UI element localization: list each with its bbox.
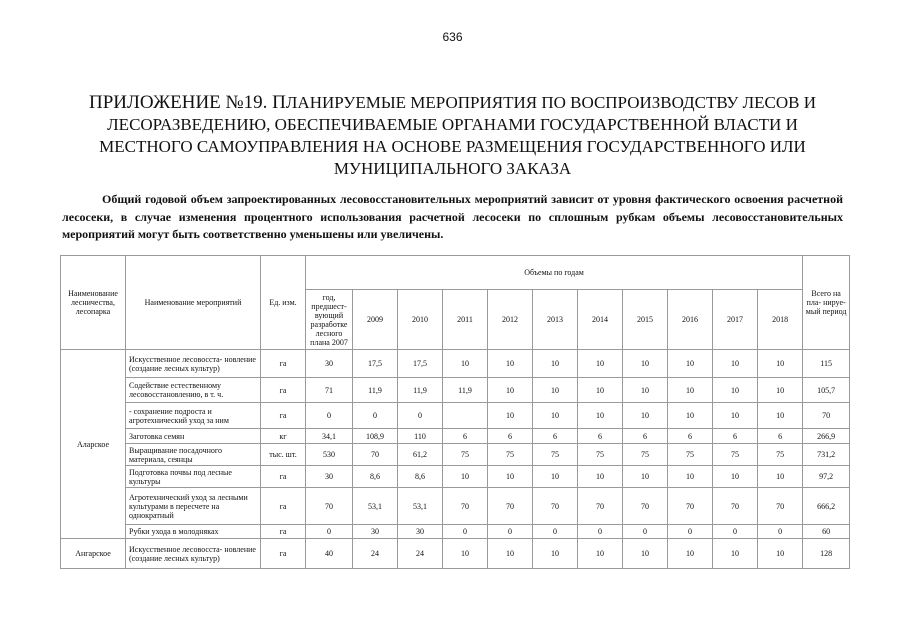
total-cell: 105,7 — [803, 378, 850, 403]
year-value-cell: 0 — [623, 525, 668, 539]
year-value-cell: 10 — [488, 403, 533, 429]
table-header — [61, 256, 850, 350]
year-value-cell: 0 — [488, 525, 533, 539]
heading-rest: ЛАНИРУЕМЫЕ МЕРОПРИЯТИЯ ПО ВОСПРОИЗВОДСТВУ ЛЕСОВ И ЛЕСОРАЗВЕДЕНИЮ, ОБЕСПЕЧИВАЕМЫЕ ОРГАНАМИ ГОСУДАРСТВЕННОЙ ВЛАСТИ И МЕСТНОГО САМОУПРАВЛЕНИЯ НА ОСНОВЕ РАЗМЕЩЕНИЯ ГОСУДАРСТВЕННОГО ИЛИ МУНИЦИПАЛЬНОГО ЗАКАЗА — [99, 93, 817, 178]
year-value-cell: 75 — [713, 444, 758, 466]
activity-name: Выращивание посадочного материала, сеянцы — [126, 444, 261, 466]
year-value-cell: 70 — [623, 488, 668, 525]
year-value-cell: 8,6 — [398, 466, 443, 488]
year-value-cell: 75 — [443, 444, 488, 466]
year-value-cell: 10 — [758, 466, 803, 488]
year-value-cell: 10 — [533, 539, 578, 569]
unit-cell: тыс. шт. — [261, 444, 306, 466]
total-cell: 128 — [803, 539, 850, 569]
year-value-cell: 10 — [668, 350, 713, 378]
year-value-cell: 30 — [306, 350, 353, 378]
year-value-cell: 0 — [398, 403, 443, 429]
activity-name: Искусственное лесовосста- новление (создание лесных культур) — [126, 539, 261, 569]
year-value-cell: 0 — [533, 525, 578, 539]
table-row — [61, 429, 850, 444]
year-value-cell: 10 — [578, 403, 623, 429]
year-value-cell: 10 — [578, 350, 623, 378]
header-year: 2018 — [758, 290, 803, 350]
year-value-cell: 6 — [488, 429, 533, 444]
table-row — [61, 488, 850, 525]
header-year: 2014 — [578, 290, 623, 350]
year-value-cell: 530 — [306, 444, 353, 466]
year-value-cell: 30 — [398, 525, 443, 539]
year-value-cell: 6 — [443, 429, 488, 444]
header-year: 2015 — [623, 290, 668, 350]
year-value-cell: 70 — [533, 488, 578, 525]
forestry-name: Ангарское — [61, 539, 126, 569]
heading-prefix: ПРИЛОЖЕНИЕ №19. П — [88, 92, 286, 113]
year-value-cell: 70 — [713, 488, 758, 525]
year-value-cell: 11,9 — [398, 378, 443, 403]
appendix-heading — [60, 92, 845, 180]
year-value-cell: 17,5 — [353, 350, 398, 378]
year-value-cell: 75 — [488, 444, 533, 466]
year-value-cell: 30 — [306, 466, 353, 488]
header-year: 2013 — [533, 290, 578, 350]
year-value-cell: 70 — [353, 444, 398, 466]
year-value-cell: 70 — [758, 488, 803, 525]
total-cell: 666,2 — [803, 488, 850, 525]
header-year: 2017 — [713, 290, 758, 350]
activity-name: Подготовка почвы под лесные культуры — [126, 466, 261, 488]
year-value-cell: 75 — [533, 444, 578, 466]
year-value-cell: 6 — [533, 429, 578, 444]
year-value-cell: 11,9 — [443, 378, 488, 403]
year-value-cell: 10 — [533, 466, 578, 488]
header-year: 2010 — [398, 290, 443, 350]
year-value-cell: 71 — [306, 378, 353, 403]
year-value-cell: 0 — [713, 525, 758, 539]
activity-name: Заготовка семян — [126, 429, 261, 444]
year-value-cell: 10 — [533, 350, 578, 378]
year-value-cell: 10 — [668, 466, 713, 488]
unit-cell: га — [261, 378, 306, 403]
year-value-cell: 70 — [443, 488, 488, 525]
reforestation-plan-table — [60, 255, 850, 569]
year-value-cell: 53,1 — [353, 488, 398, 525]
table-row — [61, 525, 850, 539]
year-value-cell: 17,5 — [398, 350, 443, 378]
table-row — [61, 466, 850, 488]
unit-cell: га — [261, 488, 306, 525]
header-volumes-by-year: Объемы по годам — [306, 256, 803, 290]
year-value-cell: 6 — [758, 429, 803, 444]
year-value-cell: 61,2 — [398, 444, 443, 466]
year-value-cell: 10 — [758, 539, 803, 569]
year-value-cell: 10 — [713, 403, 758, 429]
year-value-cell: 70 — [488, 488, 533, 525]
total-cell: 266,9 — [803, 429, 850, 444]
activity-name: Искусственное лесовосста- новление (создание лесных культур) — [126, 350, 261, 378]
activity-name: Содействие естественному лесовосстановлению, в т. ч. — [126, 378, 261, 403]
year-value-cell: 0 — [578, 525, 623, 539]
year-value-cell: 10 — [623, 466, 668, 488]
header-year: 2009 — [353, 290, 398, 350]
year-value-cell: 10 — [443, 539, 488, 569]
header-total: Всего на пла- нируе- мый период — [803, 256, 850, 350]
unit-cell: га — [261, 350, 306, 378]
year-value-cell: 24 — [398, 539, 443, 569]
total-cell: 70 — [803, 403, 850, 429]
year-value-cell: 70 — [578, 488, 623, 525]
table-body — [61, 350, 850, 569]
year-value-cell: 75 — [668, 444, 713, 466]
year-value-cell: 0 — [306, 403, 353, 429]
unit-cell: га — [261, 525, 306, 539]
year-value-cell: 75 — [578, 444, 623, 466]
year-value-cell: 10 — [623, 378, 668, 403]
year-value-cell: 10 — [488, 378, 533, 403]
header-year: 2016 — [668, 290, 713, 350]
year-value-cell: 10 — [758, 350, 803, 378]
year-value-cell: 10 — [713, 350, 758, 378]
year-value-cell: 6 — [713, 429, 758, 444]
year-value-cell: 10 — [578, 539, 623, 569]
year-value-cell: 10 — [578, 466, 623, 488]
year-value-cell: 10 — [488, 466, 533, 488]
table-row — [61, 350, 850, 378]
year-value-cell: 10 — [623, 403, 668, 429]
total-cell: 731,2 — [803, 444, 850, 466]
header-year: 2012 — [488, 290, 533, 350]
year-value-cell: 10 — [713, 539, 758, 569]
year-value-cell: 0 — [758, 525, 803, 539]
year-value-cell: 0 — [353, 403, 398, 429]
year-value-cell: 11,9 — [353, 378, 398, 403]
forestry-name: Аларское — [61, 350, 126, 539]
year-value-cell: 10 — [758, 403, 803, 429]
year-value-cell: 8,6 — [353, 466, 398, 488]
header-forestry: Наименование лесничества, лесопарка — [61, 256, 126, 350]
year-value-cell: 0 — [306, 525, 353, 539]
year-value-cell: 70 — [306, 488, 353, 525]
total-cell: 97,2 — [803, 466, 850, 488]
total-cell: 60 — [803, 525, 850, 539]
year-value-cell: 40 — [306, 539, 353, 569]
header-unit: Ед. изм. — [261, 256, 306, 350]
unit-cell: га — [261, 539, 306, 569]
year-value-cell: 10 — [533, 403, 578, 429]
activity-name: Агротехнический уход за лесными культурами в пересчете на однократный — [126, 488, 261, 525]
unit-cell: га — [261, 466, 306, 488]
year-value-cell: 10 — [623, 539, 668, 569]
year-value-cell: 10 — [668, 403, 713, 429]
year-value-cell: 10 — [533, 378, 578, 403]
year-value-cell: 10 — [488, 539, 533, 569]
unit-cell: кг — [261, 429, 306, 444]
year-value-cell: 0 — [443, 525, 488, 539]
header-year: 2011 — [443, 290, 488, 350]
year-value-cell: 53,1 — [398, 488, 443, 525]
page-number: 636 — [442, 30, 463, 44]
table-row — [61, 403, 850, 429]
table-row — [61, 539, 850, 569]
activity-name: - сохранение подроста и агротехнический уход за ним — [126, 403, 261, 429]
year-value-cell: 30 — [353, 525, 398, 539]
year-value-cell: 10 — [713, 378, 758, 403]
year-value-cell: 75 — [623, 444, 668, 466]
year-value-cell: 10 — [488, 350, 533, 378]
year-value-cell: 24 — [353, 539, 398, 569]
year-value-cell: 10 — [443, 466, 488, 488]
year-value-cell: 75 — [758, 444, 803, 466]
total-cell: 115 — [803, 350, 850, 378]
year-value-cell: 70 — [668, 488, 713, 525]
unit-cell: га — [261, 403, 306, 429]
header-base-year: год, предшест- вующий разработке лесного плана 2007 — [306, 290, 353, 350]
year-value-cell: 34,1 — [306, 429, 353, 444]
year-value-cell: 10 — [623, 350, 668, 378]
year-value-cell: 10 — [668, 378, 713, 403]
year-value-cell: 6 — [623, 429, 668, 444]
year-value-cell: 10 — [713, 466, 758, 488]
year-value-cell: 10 — [668, 539, 713, 569]
year-value-cell: 110 — [398, 429, 443, 444]
year-value-cell: 10 — [443, 350, 488, 378]
year-value-cell: 0 — [668, 525, 713, 539]
table-row — [61, 378, 850, 403]
year-value-cell: 108,9 — [353, 429, 398, 444]
year-value-cell — [443, 403, 488, 429]
table-row — [61, 444, 850, 466]
header-activity: Наименование мероприятий — [126, 256, 261, 350]
year-value-cell: 10 — [578, 378, 623, 403]
activity-name: Рубки ухода в молодняках — [126, 525, 261, 539]
intro-paragraph: Общий годовой объем запроектированных лесовосстановительных мероприятий зависит от уровня фактического освоения расчетной лесосеки, в случае изменения процентного использования расчетной лесосеки по сплошным рубкам объемы лесовосстановительных мероприятий могут быть соответственно уменьшены или увеличены. — [62, 192, 843, 241]
year-value-cell: 6 — [578, 429, 623, 444]
year-value-cell: 6 — [668, 429, 713, 444]
year-value-cell: 10 — [758, 378, 803, 403]
